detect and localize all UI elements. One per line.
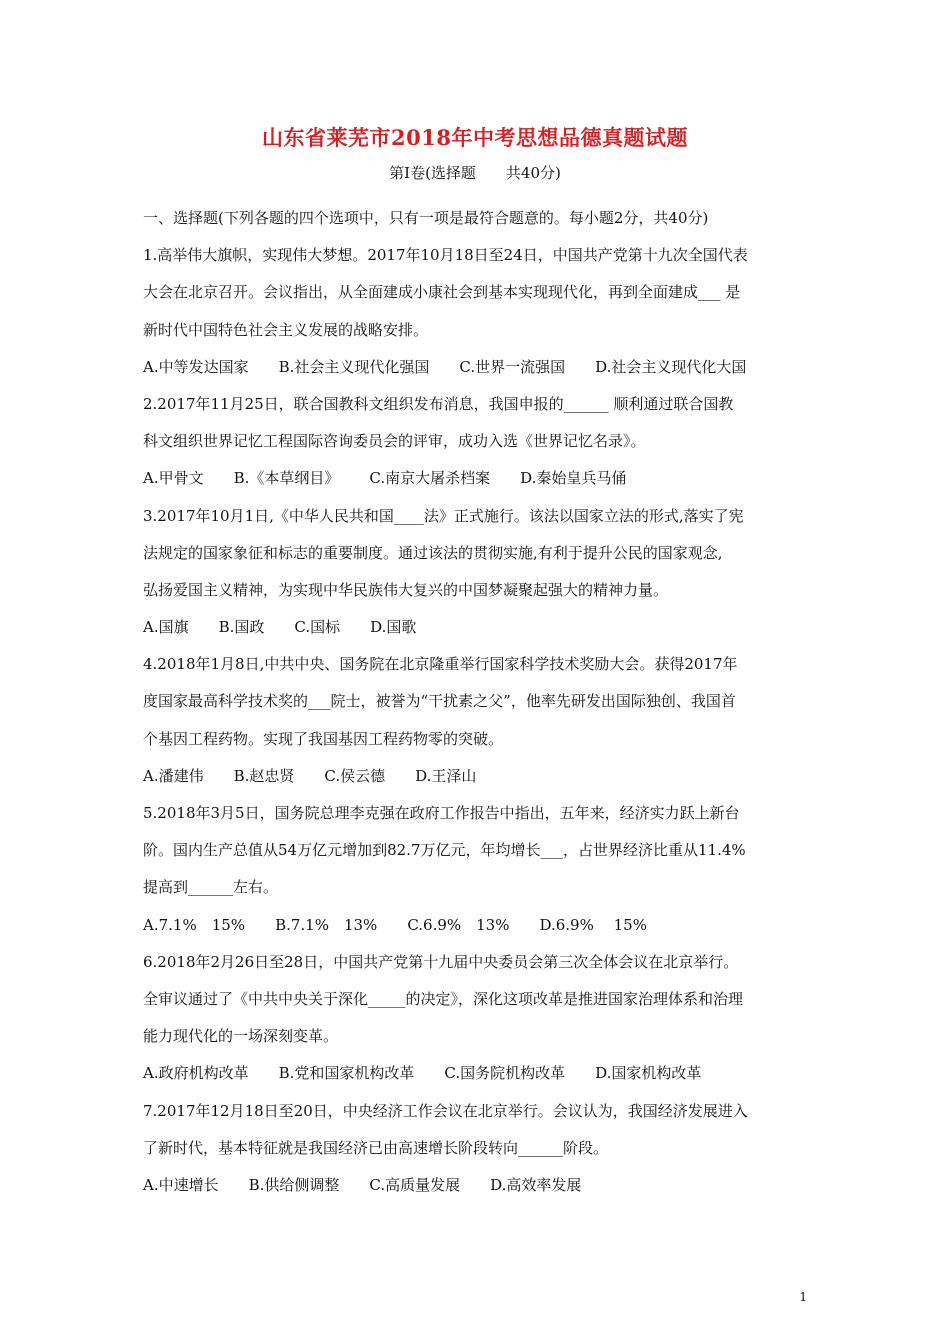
option-d: D.王泽山 (415, 766, 477, 785)
page-number: 1 (799, 1290, 807, 1304)
option-d: D.国歌 (370, 618, 417, 637)
option-b: B.党和国家机构改革 (278, 1064, 415, 1083)
option-a: A.甲骨文 (143, 469, 204, 488)
option-d: D.国家机构改革 (595, 1064, 702, 1083)
option-d: D.6.9% 15% (539, 915, 647, 934)
option-a: A.7.1% 15% (143, 915, 246, 934)
option-b: B.国政 (218, 618, 265, 637)
question-text-line: 科文组织世界记忆工程国际咨询委员会的评审，成功入选《世界记忆名录》。 (143, 432, 646, 451)
question-text-line: 能力现代化的一场深刻变革。 (143, 1027, 339, 1046)
question-4 (143, 646, 808, 795)
question-text-line: 2.2017年11月25日，联合国教科文组织发布消息，我国申报的______ 顺利通过联合国教 (143, 394, 734, 413)
option-a: A.中速增长 (143, 1175, 219, 1194)
option-d: D.社会主义现代化大国 (595, 357, 747, 376)
question-text-line: 6.2018年2月26日至28日，中国共产党第十九届中央委员会第三次全体会议在北京举行。 (143, 952, 739, 971)
section-instructions: 一、选择题(下列各题的四个选项中，只有一项是最符合题意的。每小题2分，共40分) (143, 209, 709, 227)
exam-content (143, 200, 808, 1204)
option-c: C.国务院机构改革 (444, 1064, 566, 1083)
question-text-line: 了新时代，基本特征就是我国经济已由高速增长阶段转向______阶段。 (143, 1138, 609, 1157)
question-text-line: 弘扬爱国主义精神，为实现中华民族伟大复兴的中国梦凝聚起强大的精神力量。 (143, 580, 669, 599)
page-title: 山东省莱芜市2018年中考思想品德真题试题 (262, 125, 688, 150)
answer-options (143, 609, 808, 646)
answer-options (143, 349, 808, 386)
question-7 (143, 1093, 808, 1205)
answer-options (143, 758, 808, 795)
option-b: B.社会主义现代化强国 (278, 357, 430, 376)
option-c: C.世界一流强国 (459, 357, 566, 376)
question-text-line: 4.2018年1月8日,中共中央、国务院在北京隆重举行国家科学技术奖励大会。获得2017年 (143, 655, 738, 674)
question-text-line: 阶。国内生产总值从54万亿元增加到82.7万亿元，年均增长___，占世界经济比重从11.4% (143, 841, 746, 860)
question-text-line: 大会在北京召开。会议指出，从全面建成小康社会到基本实现现代化，再到全面建成___ 是 (143, 283, 741, 302)
option-c: C.国标 (294, 618, 341, 637)
question-5 (143, 795, 808, 944)
option-d: D.秦始皇兵马俑 (520, 469, 627, 488)
answer-options (143, 1167, 808, 1204)
option-a: A.国旗 (143, 618, 189, 637)
question-text-line: 7.2017年12月18日至20日，中央经济工作会议在北京举行。会议认为，我国经济发展进入 (143, 1101, 748, 1120)
question-text-line: 度国家最高科学技术奖的___院士，被誉为“干扰素之父”，他率先研发出国际独创、我国首 (143, 692, 736, 711)
option-b: B.《本草纲目》 (233, 469, 340, 488)
question-1 (143, 237, 808, 386)
question-6 (143, 944, 808, 1093)
section-subtitle: 第Ⅰ卷(选择题 共40分) (389, 164, 561, 182)
question-text-line: 提高到______左右。 (143, 878, 279, 897)
question-text-line: 1.高举伟大旗帜，实现伟大梦想。2017年10月18日至24日，中国共产党第十九次全国代表 (143, 246, 748, 265)
option-b: B.7.1% 13% (275, 915, 378, 934)
option-c: C.侯云德 (324, 766, 386, 785)
question-text-line: 3.2017年10月1日,《中华人民共和国____法》正式施行。该法以国家立法的形式,落实了宪 (143, 506, 744, 525)
answer-options (143, 1055, 808, 1092)
option-b: B.赵忠贤 (233, 766, 295, 785)
question-text-line: 法规定的国家象征和标志的重要制度。通过该法的贯彻实施,有利于提升公民的国家观念, (143, 543, 723, 562)
question-text-line: 新时代中国特色社会主义发展的战略安排。 (143, 320, 429, 339)
option-c: C.高质量发展 (369, 1175, 461, 1194)
question-list (143, 237, 808, 1204)
option-a: A.政府机构改革 (143, 1064, 249, 1083)
option-b: B.供给侧调整 (248, 1175, 340, 1194)
option-c: C.南京大屠杀档案 (369, 469, 491, 488)
question-text-line: 个基因工程药物。实现了我国基因工程药物零的突破。 (143, 729, 504, 748)
answer-options (143, 460, 808, 497)
option-a: A.潘建伟 (143, 766, 204, 785)
option-d: D.高效率发展 (490, 1175, 582, 1194)
question-text-line: 5.2018年3月5日，国务院总理李克强在政府工作报告中指出，五年来，经济实力跃上新台 (143, 804, 740, 822)
question-2 (143, 386, 808, 498)
question-text-line: 全审议通过了《中共中央关于深化_____的决定》，深化这项改革是推进国家治理体系和治理 (143, 989, 744, 1008)
option-c: C.6.9% 13% (407, 915, 510, 934)
answer-options (143, 907, 808, 944)
option-a: A.中等发达国家 (143, 357, 249, 376)
question-3 (143, 498, 808, 647)
